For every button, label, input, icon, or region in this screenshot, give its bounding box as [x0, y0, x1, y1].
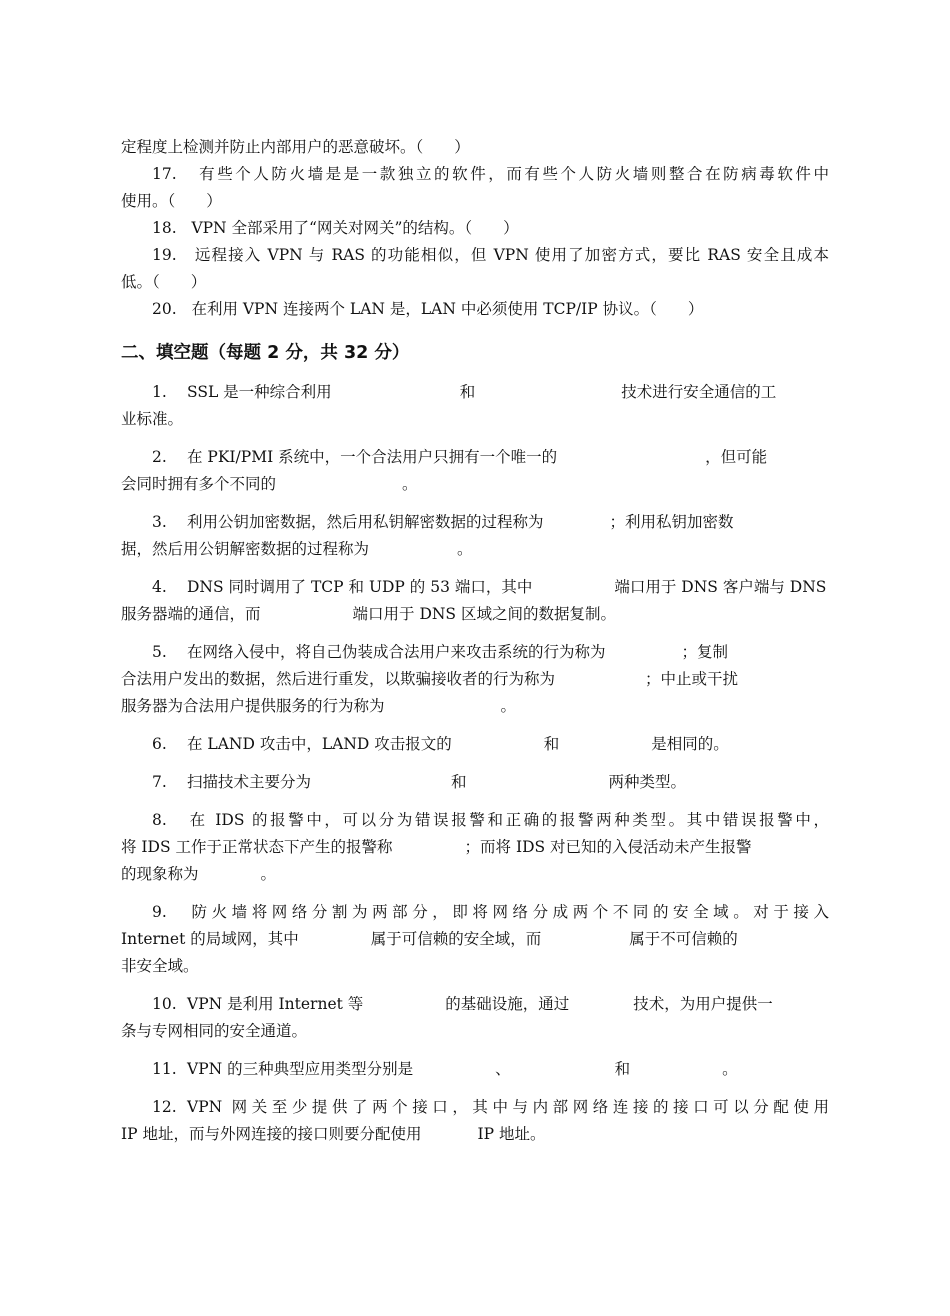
item-text: 远程接入 VPN 与 RAS 的功能相似，但 VPN 使用了加密方式，要比 RAS 安全且成本 [194, 246, 829, 264]
item-text: 低。（ ） [121, 273, 207, 291]
question-number: 6. [152, 735, 167, 753]
question-number: 8. [152, 811, 167, 829]
question-1 [121, 379, 829, 433]
item-16-continuation: 定程度上检测并防止内部用户的恶意破坏。（ ） [121, 138, 470, 156]
question-text: 合法用户发出的数据，然后进行重发，以欺骗接收者的行为称为 [121, 670, 556, 688]
question-number: 3. [152, 513, 167, 531]
question-text: ；而将 IDS 对已知的入侵活动未产生报警 [464, 838, 752, 856]
question-text: 的现象称为 [121, 865, 199, 883]
question-text: 条与专网相同的安全通道。 [121, 1022, 308, 1040]
question-text: 技术进行安全通信的工 [621, 383, 777, 401]
question-text: 扫描技术主要分为 [187, 773, 312, 791]
true-false-section [121, 134, 829, 323]
question-8 [121, 807, 829, 888]
question-text: 在网络入侵中，将自己伪装成合法用户来攻击系统的行为称为 [187, 643, 606, 661]
page-content [121, 134, 829, 1159]
item-text: 使用。（ ） [121, 192, 222, 210]
question-text: ；复制 [681, 643, 729, 661]
question-number: 2. [152, 448, 167, 466]
fill-blank-section [121, 379, 829, 1148]
question-text: 服务器为合法用户提供服务的行为称为 [121, 697, 385, 715]
section-heading: 二、填空题（每题 2 分，共 32 分） [121, 343, 410, 363]
question-5 [121, 639, 829, 720]
question-text: 会同时拥有多个不同的 [121, 475, 277, 493]
item-number: 17. [152, 165, 177, 183]
question-2 [121, 444, 829, 498]
question-text: 属于不可信赖的 [629, 930, 738, 948]
question-4 [121, 574, 829, 628]
question-text: 两种类型。 [608, 773, 687, 791]
question-text: 将 IDS 工作于正常状态下产生的报警称 [121, 838, 393, 856]
question-12 [121, 1094, 829, 1148]
question-text: IP 地址，而与外网连接的接口则要分配使用 [121, 1125, 422, 1143]
question-text: 的基础设施，通过 [445, 995, 570, 1013]
question-number: 1. [152, 383, 167, 401]
question-text: 。 [457, 540, 473, 558]
item-number: 20. [152, 300, 177, 318]
question-text: 技术，为用户提供一 [633, 995, 773, 1013]
question-text: SSL 是一种综合利用 [187, 383, 332, 401]
question-number: 7. [152, 773, 167, 791]
question-9 [121, 899, 829, 980]
question-text: 非安全域。 [121, 957, 199, 975]
question-number: 10. [152, 995, 177, 1013]
question-6 [121, 731, 829, 758]
item-number: 18. [152, 219, 177, 237]
question-text: 。 [722, 1060, 738, 1078]
question-text: 。 [402, 475, 418, 493]
question-text: IP 地址。 [477, 1125, 546, 1143]
item-text: 在利用 VPN 连接两个 LAN 是，LAN 中必须使用 TCP/IP 协议。（ ） [191, 300, 704, 318]
question-7 [121, 769, 829, 796]
question-number: 11. [152, 1060, 177, 1078]
question-10 [121, 991, 829, 1045]
question-text: VPN 的三种典型应用类型分别是 [187, 1060, 414, 1078]
question-number: 12. [152, 1098, 177, 1116]
question-text: ，但可能 [705, 448, 768, 466]
question-number: 5. [152, 643, 167, 661]
question-text: Internet 的局域网，其中 [121, 930, 299, 948]
question-text: 在 PKI/PMI 系统中，一个合法用户只拥有一个唯一的 [187, 448, 558, 466]
question-text: 在 IDS 的报警中，可以分为错误报警和正确的报警两种类型。其中错误报警中， [187, 811, 829, 829]
item-number: 19. [152, 246, 177, 264]
question-11 [121, 1056, 829, 1083]
tf-item-20 [121, 296, 829, 323]
question-text: ；中止或干扰 [645, 670, 739, 688]
question-text: 在 LAND 攻击中，LAND 攻击报文的 [187, 735, 452, 753]
question-text: 端口用于 DNS 区域之间的数据复制。 [352, 605, 616, 623]
question-text: DNS 同时调用了 TCP 和 UDP 的 53 端口，其中 [187, 578, 533, 596]
question-number: 4. [152, 578, 167, 596]
question-number: 9. [152, 903, 167, 921]
question-text: 属于可信赖的安全域，而 [370, 930, 542, 948]
question-text: 。 [260, 865, 277, 883]
tf-item-18 [121, 215, 829, 242]
question-3 [121, 509, 829, 563]
question-text: 防火墙将网络分割为两部分，即将网络分成两个不同的安全域。对于接入 [187, 903, 829, 921]
item-text: 有些个人防火墙是是一款独立的软件，而有些个人防火墙则整合在防病毒软件中 [199, 165, 829, 183]
item-text: VPN 全部采用了“网关对网关”的结构。（ ） [191, 219, 519, 237]
question-text: 端口用于 DNS 客户端与 DNS [614, 578, 827, 596]
question-text: 和 [614, 1060, 631, 1078]
question-text: 业标准。 [121, 410, 184, 428]
question-text: 、 [495, 1060, 511, 1078]
question-text: 和 [451, 773, 467, 791]
question-text: 据，然后用公钥解密数据的过程称为 [121, 540, 370, 558]
question-text: VPN 是利用 Internet 等 [187, 995, 364, 1013]
question-text: 和 [459, 383, 476, 401]
question-text: ；利用私钥加密数 [609, 513, 734, 531]
question-text: 利用公钥加密数据，然后用私钥解密数据的过程称为 [187, 513, 544, 531]
tf-item-17 [121, 161, 829, 215]
question-text: 服务器端的通信，而 [121, 605, 261, 623]
tf-item-19 [121, 242, 829, 296]
question-text: 和 [543, 735, 560, 753]
question-text: 。 [500, 697, 517, 715]
question-text: 是相同的。 [651, 735, 729, 753]
question-text: VPN 网关至少提供了两个接口，其中与内部网络连接的接口可以分配使用 [187, 1098, 829, 1116]
